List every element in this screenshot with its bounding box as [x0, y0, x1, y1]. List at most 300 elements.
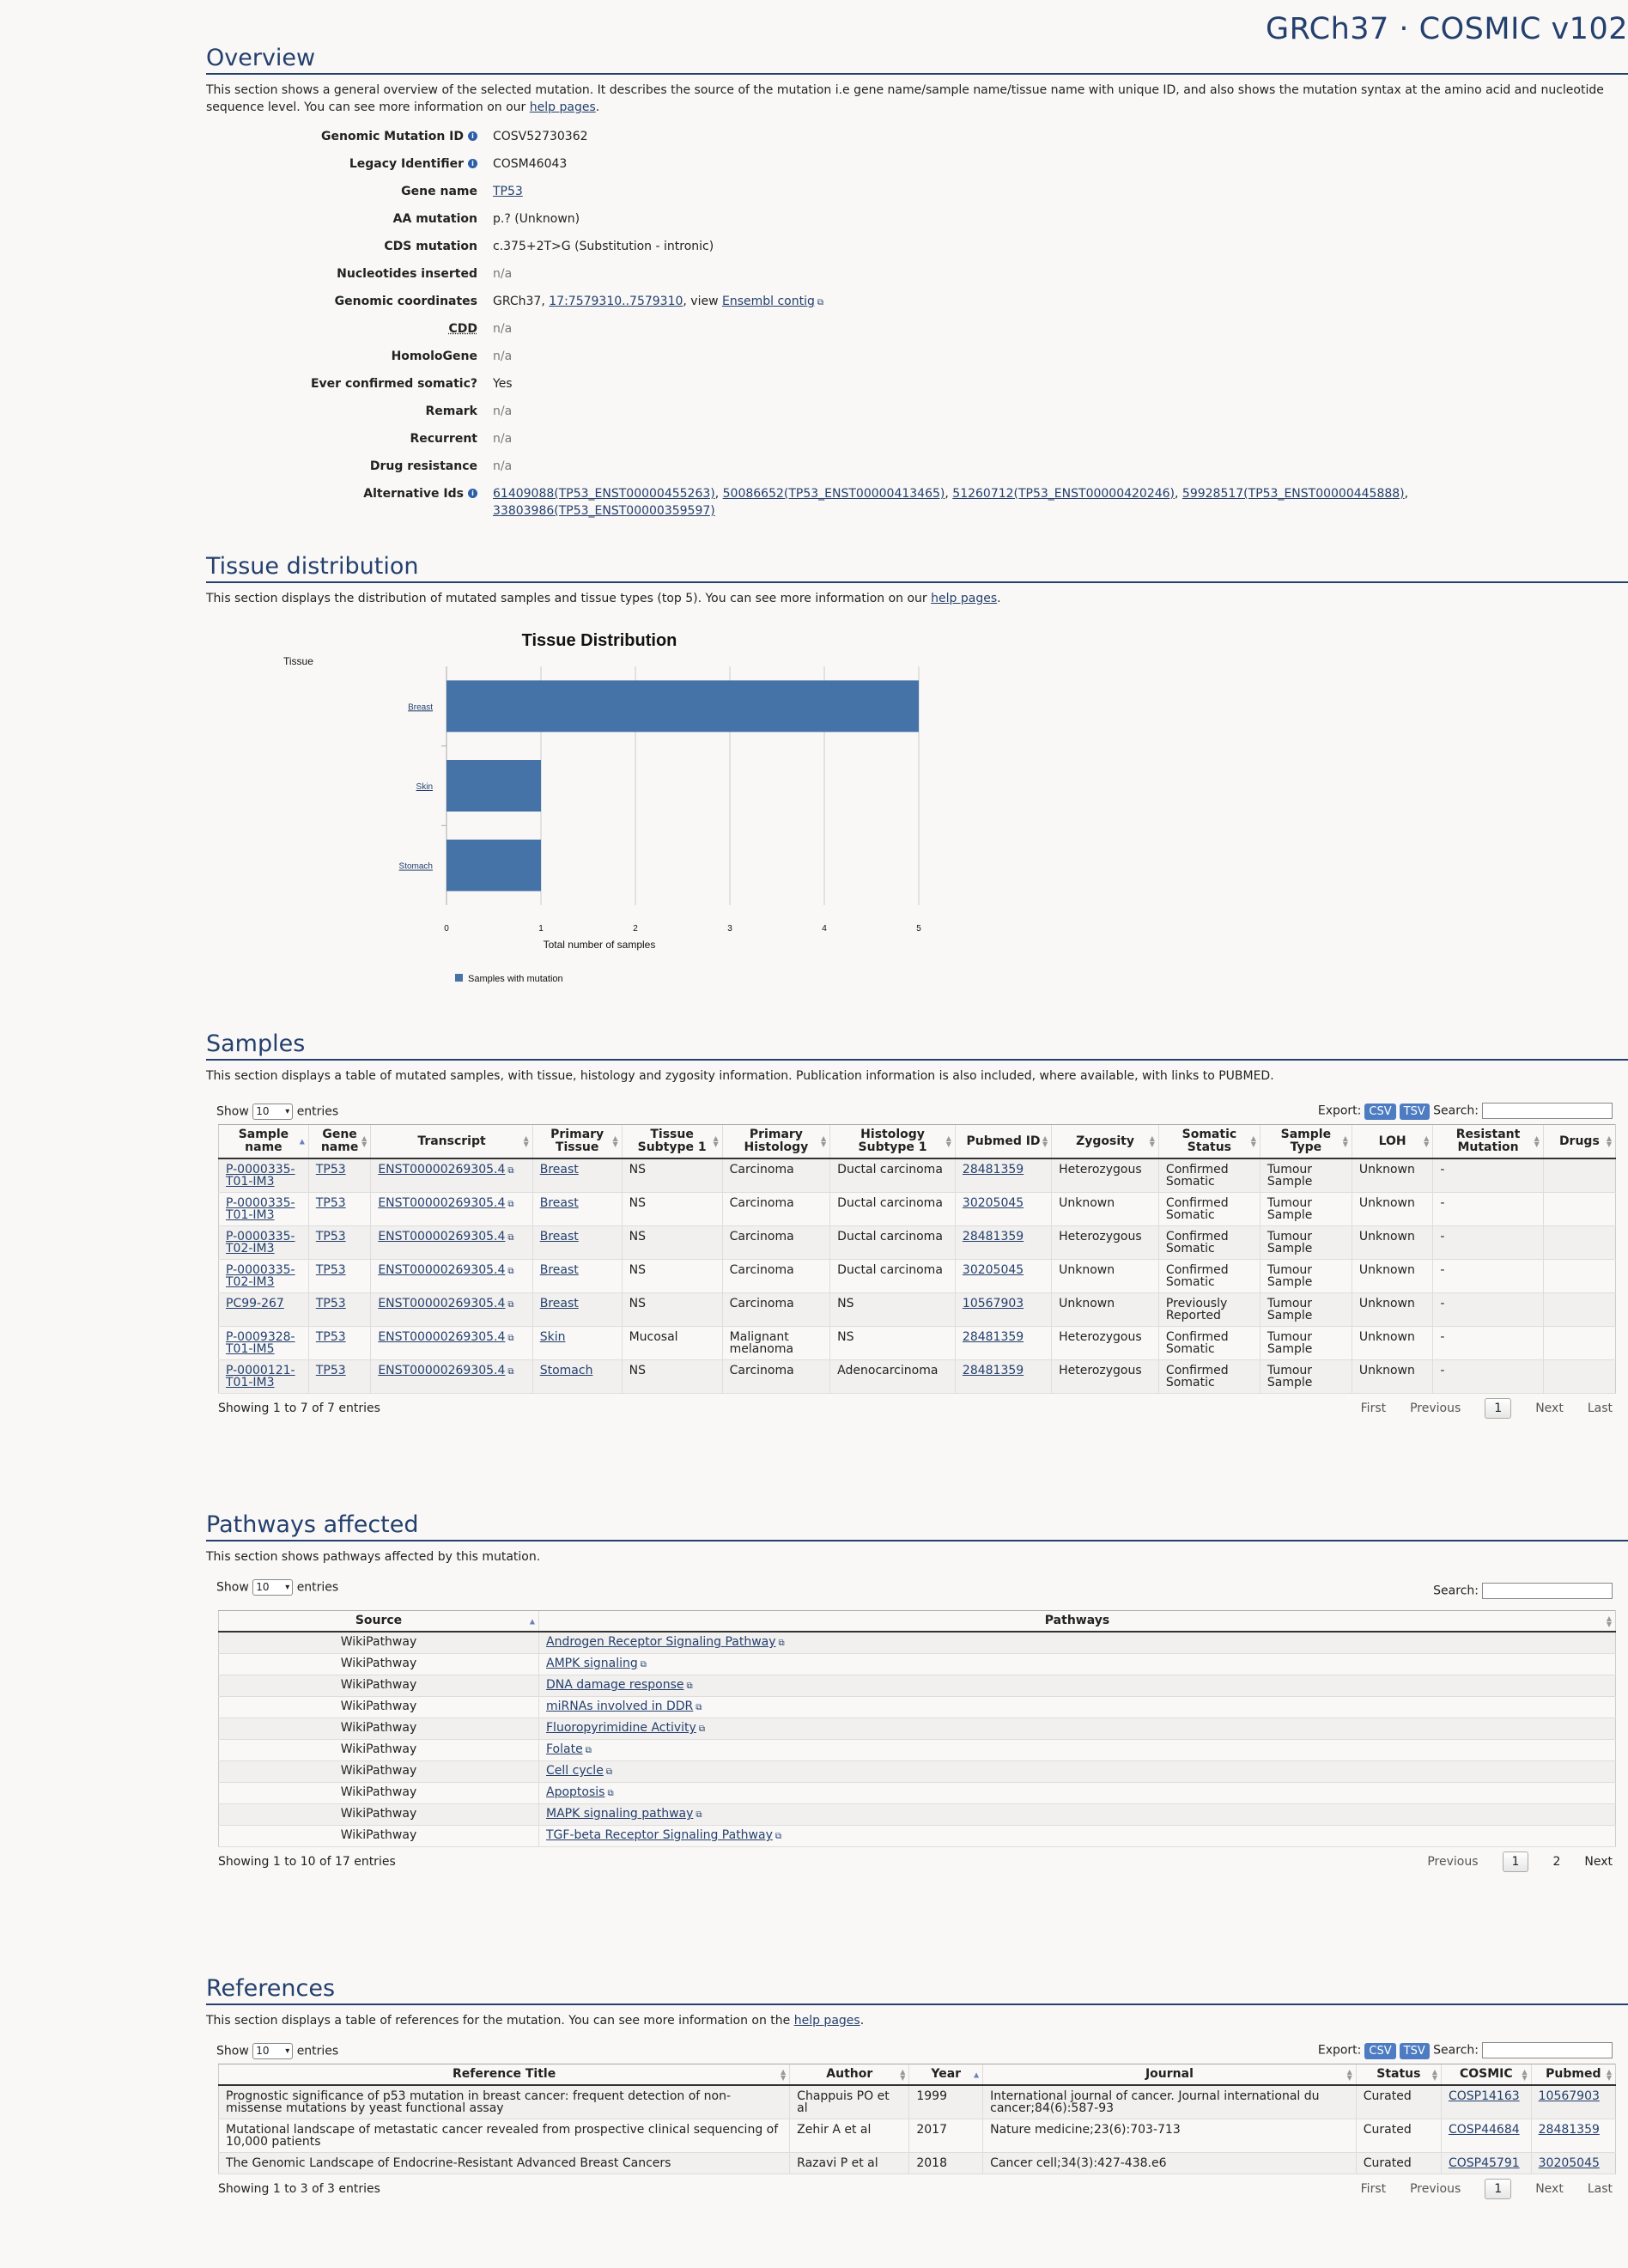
table-cell-link[interactable]: 10567903 [1538, 2089, 1600, 2103]
table-cell: Confirmed Somatic [1165, 1230, 1229, 1256]
samples-pager [1361, 1398, 1613, 1419]
table-cell: Heterozygous [1059, 1230, 1142, 1243]
table-cell: Ductal carcinoma [837, 1263, 943, 1277]
chart-bar-skin[interactable] [446, 760, 541, 812]
references-section [206, 1975, 1628, 2204]
table-cell: Unknown [1059, 1196, 1115, 1210]
pathway-link[interactable]: Cell cycle [546, 1764, 604, 1778]
overview-description: This section shows a general overview of the selected mutation. It describes the source of the mutation i.e gene name/sample name/tissue name with unique ID, and also shows the mutation syntax at the amino acid and nucleotide sequence level. You can see more information on our help pages. [206, 83, 1604, 114]
table-cell: Heterozygous [1059, 1364, 1142, 1377]
table-cell: Confirmed Somatic [1165, 1330, 1229, 1356]
table-cell: - [1440, 1196, 1445, 1210]
overview-help-link[interactable]: help pages [529, 100, 596, 114]
col-header[interactable]: Transcript ▲ ▼ [371, 1125, 532, 1159]
external-link-icon: ⧉ [817, 298, 824, 307]
samples-csv-button[interactable]: CSV [1364, 1104, 1395, 1120]
pathways-section [206, 1511, 1628, 1876]
table-cell-link[interactable]: TP53 [315, 1196, 346, 1210]
tissue-heading: Tissue distribution [206, 553, 1628, 583]
chart-x-tick: 3 [727, 924, 732, 933]
table-row [219, 2153, 1616, 2174]
genomic-coordinates-value: GRCh37, 17:7579310..7579310, view Ensembl contig ⧉ [493, 288, 1628, 315]
col-header[interactable]: Reference Title ▲ ▼ [219, 2064, 790, 2086]
col-header[interactable]: Resistant Mutation ▲ ▼ [1433, 1125, 1543, 1159]
pathway-source: WikiPathway [340, 1828, 417, 1842]
table-cell: Tumour Sample [1267, 1163, 1313, 1189]
info-icon[interactable]: i [468, 159, 477, 168]
table-cell-link[interactable]: Stomach [539, 1364, 593, 1377]
recurrent-value: n/a [493, 432, 513, 446]
pager-last[interactable]: Last [1587, 2182, 1613, 2196]
pathways-entries-select[interactable]: 10 ▾ [252, 1579, 293, 1596]
tissue-section [206, 553, 1628, 984]
pathways-controls: Show 10 ▾ entries Search: [216, 1579, 1613, 1605]
col-header[interactable]: Year ▲ [909, 2064, 983, 2086]
table-cell: Mucosal [629, 1330, 678, 1344]
pager-page-2[interactable]: 2 [1552, 1855, 1561, 1869]
table-cell-link[interactable]: COSP44684 [1448, 2123, 1520, 2137]
table-cell: Heterozygous [1059, 1163, 1142, 1177]
col-header[interactable]: Journal ▲ ▼ [983, 2064, 1357, 2086]
table-cell: Mutational landscape of metastatic cancer revealed from prospective clinical sequencing of 10,000 patients [226, 2123, 779, 2149]
table-cell: Unknown [1358, 1330, 1415, 1344]
pathway-link[interactable]: MAPK signaling pathway [546, 1807, 694, 1821]
recurrent-label: Recurrent [410, 432, 477, 446]
table-row [219, 1761, 1616, 1783]
samples-table [218, 1124, 1616, 1394]
table-cell: - [1440, 1230, 1445, 1243]
references-search-input[interactable] [1482, 2042, 1613, 2058]
references-controls: Show 10 ▾ entries Export: CSV TSV Search: [216, 2038, 1613, 2064]
chart-x-tick: 4 [822, 924, 827, 933]
table-cell-link[interactable]: P-0009328-T01-IM5 [226, 1330, 295, 1356]
table-cell-link[interactable]: 28481359 [1538, 2123, 1600, 2137]
coordinates-link[interactable]: 17:7579310..7579310 [549, 295, 683, 308]
genomic-coordinates-label: Genomic coordinates [334, 295, 477, 308]
samples-description: This section displays a table of mutated samples, with tissue, histology and zygosity information. Publication information is also included, where available, with links to PUBMED. [206, 1069, 1274, 1083]
pathway-source: WikiPathway [340, 1635, 417, 1649]
table-row [219, 1293, 1616, 1327]
cds-mutation-value: c.375+2T>G (Substitution - intronic) [493, 240, 714, 253]
pager-first[interactable]: First [1360, 2182, 1387, 2196]
table-cell: Unknown [1358, 1196, 1415, 1210]
pager-page-1[interactable]: 1 [1485, 2179, 1511, 2199]
alternative-id-link[interactable]: 50086652(TP53_ENST00000413465) [722, 487, 945, 501]
table-cell: NS [629, 1364, 646, 1377]
drug-resistance-value: n/a [493, 459, 513, 473]
pager-next[interactable]: Next [1535, 2182, 1564, 2196]
table-cell: NS [629, 1163, 646, 1177]
table-cell-link[interactable]: P-0000335-T01-IM3 [226, 1163, 295, 1189]
table-cell-link[interactable]: P-0000121-T01-IM3 [226, 1364, 295, 1389]
table-cell: Carcinoma [729, 1163, 794, 1177]
pathway-source: WikiPathway [340, 1678, 417, 1692]
table-cell-link[interactable]: ENST00000269305.4 [378, 1297, 506, 1310]
external-link-icon: ⧉ [605, 1767, 612, 1777]
pathways-showing: Showing 1 to 10 of 17 entries [218, 1855, 396, 1869]
table-cell-link[interactable]: ENST00000269305.4 [378, 1196, 506, 1210]
table-cell: Tumour Sample [1267, 1263, 1313, 1289]
table-cell: Zehir A et al [797, 2123, 872, 2137]
ever-confirmed-label: Ever confirmed somatic? [310, 377, 477, 391]
references-table [218, 2064, 1616, 2174]
table-row [219, 1804, 1616, 1826]
pathway-link[interactable]: Fluoropyrimidine Activity [546, 1721, 696, 1735]
pathway-link[interactable]: Androgen Receptor Signaling Pathway [546, 1635, 776, 1649]
pathway-link[interactable]: TGF-beta Receptor Signaling Pathway [546, 1828, 773, 1842]
pathway-source: WikiPathway [340, 1807, 417, 1821]
overview-section [206, 45, 1628, 520]
table-cell: Chappuis PO et al [797, 2089, 890, 2115]
table-cell: Ductal carcinoma [837, 1230, 943, 1243]
table-cell: - [1440, 1330, 1445, 1344]
homologene-value: n/a [493, 350, 513, 363]
table-row [219, 1327, 1616, 1360]
table-cell: Unknown [1059, 1263, 1115, 1277]
references-pager [1361, 2179, 1613, 2199]
table-cell-link[interactable]: COSP14163 [1448, 2089, 1520, 2103]
col-header[interactable]: Pubmed ID ▲ ▼ [955, 1125, 1051, 1159]
table-cell: Unknown [1358, 1263, 1415, 1277]
table-cell: Tumour Sample [1267, 1230, 1313, 1256]
pathway-source: WikiPathway [340, 1699, 417, 1713]
samples-entries-select[interactable]: 10 ▾ [252, 1104, 293, 1120]
references-heading: References [206, 1975, 1628, 2005]
external-link-icon: ⧉ [698, 1724, 705, 1734]
references-showing: Showing 1 to 3 of 3 entries [218, 2182, 380, 2196]
col-header[interactable]: Drugs ▲ ▼ [1543, 1125, 1615, 1159]
aa-mutation-label: AA mutation [392, 212, 477, 226]
table-cell-link[interactable]: 28481359 [962, 1364, 1024, 1377]
table-cell-link[interactable]: Breast [539, 1163, 579, 1177]
pathway-source: WikiPathway [340, 1721, 417, 1735]
alternative-ids-label: Alternative Ids [363, 487, 464, 501]
chart-bar-stomach[interactable] [446, 840, 541, 891]
table-cell: - [1440, 1364, 1445, 1377]
table-cell: Previously Reported [1165, 1297, 1228, 1322]
samples-showing: Showing 1 to 7 of 7 entries [218, 1402, 380, 1415]
table-cell: 2018 [916, 2156, 947, 2170]
table-cell-link[interactable]: 30205045 [1538, 2156, 1600, 2170]
table-cell: Carcinoma [729, 1297, 794, 1310]
remark-value: n/a [493, 404, 513, 418]
table-cell-link[interactable]: 28481359 [962, 1230, 1024, 1243]
page-title: GRCh37 · COSMIC v102 [1265, 12, 1628, 46]
pathways-search-input[interactable] [1482, 1583, 1613, 1599]
overview-details [206, 123, 1628, 520]
external-link-icon: ⧉ [778, 1639, 785, 1648]
pager-last[interactable]: Last [1587, 1402, 1613, 1415]
table-cell-link[interactable]: Skin [539, 1330, 566, 1344]
table-cell: NS [837, 1297, 854, 1310]
table-cell-link[interactable]: TP53 [315, 1364, 346, 1377]
table-cell: Unknown [1358, 1230, 1415, 1243]
table-cell: Carcinoma [729, 1196, 794, 1210]
homologene-label: HomoloGene [391, 350, 477, 363]
table-cell: 1999 [916, 2089, 947, 2103]
col-header[interactable]: Histology Subtype 1 ▲ ▼ [830, 1125, 956, 1159]
table-cell: Carcinoma [729, 1230, 794, 1243]
table-row [219, 1697, 1616, 1718]
table-cell-link[interactable]: TP53 [315, 1330, 346, 1344]
col-pathways[interactable]: Pathways ▲ ▼ [539, 1611, 1616, 1633]
col-header[interactable]: Tissue Subtype 1 ▲ ▼ [622, 1125, 722, 1159]
col-header[interactable]: Pubmed ▲ ▼ [1531, 2064, 1615, 2086]
col-source[interactable]: Source ▲ [219, 1611, 539, 1633]
table-cell: Razavi P et al [797, 2156, 878, 2170]
alternative-id-link[interactable]: 59928517(TP53_ENST00000445888) [1182, 487, 1405, 501]
pathway-link[interactable]: Folate [546, 1742, 583, 1756]
table-cell-link[interactable]: 30205045 [962, 1196, 1024, 1210]
table-row [219, 1632, 1616, 1654]
alternative-id-link[interactable]: 33803986(TP53_ENST00000359597) [493, 504, 715, 518]
overview-heading: Overview [206, 45, 1628, 75]
pager-page-1[interactable]: 1 [1503, 1851, 1529, 1872]
table-row [219, 1654, 1616, 1675]
table-row [219, 1826, 1616, 1847]
external-link-icon: ⧉ [640, 1660, 647, 1669]
table-cell: Prognostic significance of p53 mutation in breast cancer: frequent detection of non-missense mutations by yeast functional assay [226, 2089, 732, 2115]
pathway-source: WikiPathway [340, 1742, 417, 1756]
table-cell-link[interactable]: COSP45791 [1448, 2156, 1520, 2170]
col-header[interactable]: Primary Tissue ▲ ▼ [532, 1125, 622, 1159]
table-cell: Ductal carcinoma [837, 1196, 943, 1210]
table-cell-link[interactable]: ENST00000269305.4 [378, 1263, 506, 1277]
table-row [219, 2085, 1616, 2119]
table-cell-link[interactable]: Breast [539, 1230, 579, 1243]
table-cell: Curated [1363, 2156, 1412, 2170]
table-cell: NS [629, 1263, 646, 1277]
chart-category-label[interactable]: Stomach [398, 861, 433, 872]
table-row [219, 1260, 1616, 1293]
external-link-icon: ⧉ [507, 1200, 514, 1209]
pager-previous[interactable]: Previous [1410, 2182, 1461, 2196]
external-link-icon: ⧉ [607, 1789, 614, 1798]
legacy-identifier-label: Legacy Identifier [349, 157, 464, 171]
table-cell: Tumour Sample [1267, 1364, 1313, 1389]
table-cell: Malignant melanoma [729, 1330, 794, 1356]
table-cell: Unknown [1358, 1297, 1415, 1310]
pathways-pager [1427, 1851, 1613, 1872]
table-cell: Heterozygous [1059, 1330, 1142, 1344]
ensembl-contig-link[interactable]: Ensembl contig [721, 295, 815, 308]
col-header[interactable]: Somatic Status ▲ ▼ [1158, 1125, 1260, 1159]
cds-mutation-label: CDS mutation [384, 240, 477, 253]
chart-title: Tissue Distribution [521, 631, 677, 650]
references-help-link[interactable]: help pages [793, 2014, 860, 2028]
references-footer [218, 2174, 1613, 2204]
table-cell-link[interactable]: Breast [539, 1263, 579, 1277]
table-cell: Tumour Sample [1267, 1297, 1313, 1322]
tissue-description: This section displays the distribution of mutated samples and tissue types (top 5). You can see more information on our help pages. [206, 592, 1001, 605]
legacy-identifier-value: COSM46043 [493, 157, 568, 171]
table-cell-link[interactable]: ENST00000269305.4 [378, 1163, 506, 1177]
table-cell-link[interactable]: P-0000335-T02-IM3 [226, 1263, 295, 1289]
chart-legend-label: Samples with mutation [468, 974, 563, 984]
col-header[interactable]: Status ▲ ▼ [1356, 2064, 1441, 2086]
table-cell-link[interactable]: 28481359 [962, 1163, 1024, 1177]
chart-x-tick: 1 [538, 924, 544, 933]
table-cell: The Genomic Landscape of Endocrine-Resistant Advanced Breast Cancers [226, 2156, 671, 2170]
table-cell-link[interactable]: ENST00000269305.4 [378, 1230, 506, 1243]
pathways-table [218, 1610, 1616, 1847]
table-cell-link[interactable]: TP53 [315, 1163, 346, 1177]
table-cell: - [1440, 1263, 1445, 1277]
references-description: This section displays a table of references for the mutation. You can see more information on the help pages. [206, 2014, 865, 2028]
pager-previous[interactable]: Previous [1410, 1402, 1461, 1415]
external-link-icon: ⧉ [507, 1367, 514, 1377]
tissue-help-link[interactable]: help pages [931, 592, 998, 605]
table-cell-link[interactable]: PC99-267 [226, 1297, 284, 1310]
table-cell-link[interactable]: P-0000335-T02-IM3 [226, 1230, 295, 1256]
external-link-icon: ⧉ [775, 1832, 782, 1841]
external-link-icon: ⧉ [507, 1300, 514, 1310]
pager-page-1[interactable]: 1 [1485, 1398, 1511, 1419]
chart-x-tick: 2 [633, 924, 638, 933]
col-header[interactable]: Gene name ▲ ▼ [308, 1125, 370, 1159]
table-cell-link[interactable]: 28481359 [962, 1330, 1024, 1344]
pathway-source: WikiPathway [340, 1657, 417, 1670]
table-cell: Carcinoma [729, 1364, 794, 1377]
table-cell: NS [629, 1196, 646, 1210]
pathway-link[interactable]: AMPK signaling [546, 1657, 638, 1670]
drug-resistance-label: Drug resistance [369, 459, 477, 473]
chart-category-label[interactable]: Breast [408, 702, 433, 713]
samples-heading: Samples [206, 1031, 1628, 1061]
table-cell: - [1440, 1297, 1445, 1310]
chart-y-label: Tissue [283, 655, 313, 667]
table-row [219, 1675, 1616, 1697]
table-cell: Curated [1363, 2089, 1412, 2103]
alternative-ids-value: 61409088(TP53_ENST00000455263), 50086652(TP53_ENST00000413465), 51260712(TP53_ENST00000420246), 59928517(TP53_ENST00000445888), 33803986(TP53_ENST00000359597) [493, 487, 1409, 518]
external-link-icon: ⧉ [507, 1334, 514, 1343]
external-link-icon: ⧉ [696, 1703, 702, 1712]
nucleotides-inserted-label: Nucleotides inserted [337, 267, 477, 281]
table-cell: - [1440, 1163, 1445, 1177]
external-link-icon: ⧉ [585, 1746, 592, 1755]
samples-section [206, 1031, 1628, 1423]
col-header[interactable]: Zygosity ▲ ▼ [1052, 1125, 1159, 1159]
external-link-icon: ⧉ [507, 1166, 514, 1176]
pathway-source: WikiPathway [340, 1785, 417, 1799]
cdd-label: CDD [448, 322, 477, 336]
col-header[interactable]: Sample Type ▲ ▼ [1260, 1125, 1352, 1159]
table-cell: Unknown [1358, 1163, 1415, 1177]
table-cell: 2017 [916, 2123, 947, 2137]
table-cell: Adenocarcinoma [837, 1364, 939, 1377]
table-cell: International journal of cancer. Journal international du cancer;84(6):587-93 [990, 2089, 1320, 2115]
external-link-icon: ⧉ [507, 1233, 514, 1243]
table-cell: Confirmed Somatic [1165, 1163, 1229, 1189]
alternative-id-link[interactable]: 61409088(TP53_ENST00000455263) [493, 487, 715, 501]
table-cell: Tumour Sample [1267, 1330, 1313, 1356]
table-cell: NS [837, 1330, 854, 1344]
chart-x-tick: 0 [444, 924, 449, 933]
pager-previous[interactable]: Previous [1427, 1855, 1479, 1869]
table-cell-link[interactable]: 10567903 [962, 1297, 1024, 1310]
external-link-icon: ⧉ [507, 1267, 514, 1276]
col-header[interactable]: LOH ▲ ▼ [1352, 1125, 1432, 1159]
table-cell-link[interactable]: TP53 [315, 1263, 346, 1277]
samples-tsv-button[interactable]: TSV [1400, 1104, 1430, 1120]
table-cell: Carcinoma [729, 1263, 794, 1277]
table-cell: Confirmed Somatic [1165, 1196, 1229, 1222]
chart-x-tick: 5 [916, 924, 921, 933]
cdd-value: n/a [493, 322, 513, 336]
table-cell-link[interactable]: TP53 [315, 1297, 346, 1310]
table-cell-link[interactable]: ENST00000269305.4 [378, 1364, 506, 1377]
table-row [219, 2119, 1616, 2153]
table-row [219, 1360, 1616, 1394]
col-header[interactable]: COSMIC ▲ ▼ [1441, 2064, 1531, 2086]
external-link-icon: ⧉ [696, 1810, 702, 1820]
references-csv-button[interactable]: CSV [1364, 2043, 1395, 2059]
samples-controls: Show 10 ▾ entries Export: CSV TSV Search: [216, 1098, 1613, 1124]
table-cell-link[interactable]: Breast [539, 1196, 579, 1210]
pager-first[interactable]: First [1360, 1402, 1387, 1415]
table-row [219, 1783, 1616, 1804]
table-row [219, 1226, 1616, 1260]
table-cell-link[interactable]: ENST00000269305.4 [378, 1330, 506, 1344]
table-cell: Nature medicine;23(6):703-713 [990, 2123, 1181, 2137]
pager-next[interactable]: Next [1535, 1402, 1564, 1415]
table-row [219, 1740, 1616, 1761]
table-row [219, 1158, 1616, 1193]
info-icon[interactable]: i [468, 489, 477, 498]
samples-search-input[interactable] [1482, 1103, 1613, 1119]
col-header[interactable]: Author ▲ ▼ [790, 2064, 909, 2086]
pathway-link[interactable]: Apoptosis [546, 1785, 605, 1799]
samples-footer [218, 1394, 1613, 1423]
table-cell-link[interactable]: 30205045 [962, 1263, 1024, 1277]
col-header[interactable]: Sample name ▲ [219, 1125, 309, 1159]
table-cell-link[interactable]: Breast [539, 1297, 579, 1310]
col-header[interactable]: Primary Histology ▲ ▼ [722, 1125, 830, 1159]
table-cell: Unknown [1358, 1364, 1415, 1377]
pathway-source: WikiPathway [340, 1764, 417, 1778]
ever-confirmed-value: Yes [493, 377, 513, 391]
tissue-distribution-chart [275, 622, 927, 1017]
table-cell: Cancer cell;34(3):427-438.e6 [990, 2156, 1167, 2170]
pathway-link[interactable]: miRNAs involved in DDR [546, 1699, 694, 1713]
table-cell-link[interactable]: TP53 [315, 1230, 346, 1243]
table-cell: NS [629, 1297, 646, 1310]
pathway-link[interactable]: DNA damage response [546, 1678, 684, 1692]
table-cell: Ductal carcinoma [837, 1163, 943, 1177]
pager-next[interactable]: Next [1584, 1855, 1613, 1869]
table-row [219, 1718, 1616, 1740]
table-row [219, 1193, 1616, 1226]
table-cell: Curated [1363, 2123, 1412, 2137]
chart-legend-swatch [455, 974, 463, 982]
table-cell: Tumour Sample [1267, 1196, 1313, 1222]
table-cell-link[interactable]: P-0000335-T01-IM3 [226, 1196, 295, 1222]
aa-mutation-value: p.? (Unknown) [493, 212, 580, 226]
genomic-mutation-id-value: COSV52730362 [493, 130, 588, 143]
chart-bar-breast[interactable] [446, 680, 919, 732]
info-icon[interactable]: i [468, 131, 477, 141]
references-entries-select[interactable]: 10 ▾ [252, 2043, 293, 2059]
references-tsv-button[interactable]: TSV [1400, 2043, 1430, 2059]
chart-x-label: Total number of samples [543, 939, 656, 951]
table-cell: Confirmed Somatic [1165, 1263, 1229, 1289]
gene-name-link[interactable]: TP53 [493, 185, 523, 198]
alternative-id-link[interactable]: 51260712(TP53_ENST00000420246) [952, 487, 1175, 501]
external-link-icon: ⧉ [686, 1681, 693, 1691]
gene-name-label: Gene name [401, 185, 477, 198]
table-cell: NS [629, 1230, 646, 1243]
chart-category-label[interactable]: Skin [416, 782, 433, 792]
